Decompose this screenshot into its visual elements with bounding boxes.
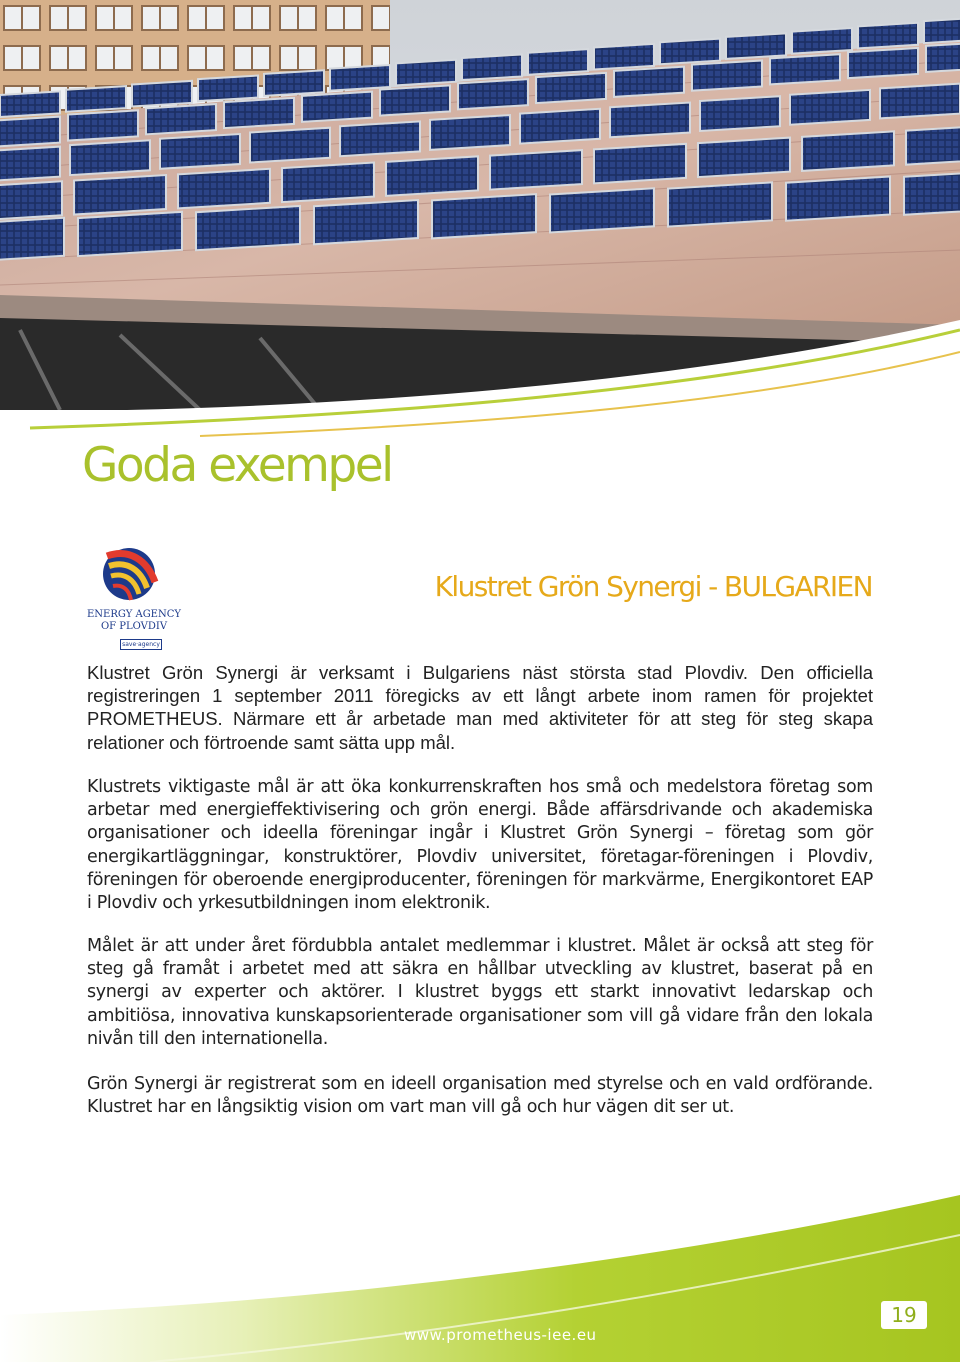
solar-panel (792, 28, 852, 54)
paragraph: Klustrets viktigaste mål är att öka konkurrenskraften hos små och medelstora företag som arbetar med energieffektivisering och grön energi. Både affärsdrivande och akademiska organisationer och ideella föreningar ingår i Klustret Grön Synergi – företag som gör energikartläggningar, konstruktörer, Plovdiv universitet, företagar-föreningen i Plovdiv, föreningen för oberoende energiproducenter, föreningen för markvärme, Energikontoret EAP i Plovdiv och yrkesutbildningen inom elektronik. (87, 777, 873, 914)
solar-panel (74, 175, 166, 215)
section-subtitle: Klustret Grön Synergi - BULGARIEN (434, 570, 872, 603)
solar-panel (594, 144, 686, 184)
article-body (87, 1073, 873, 1141)
paragraph: Målet är att under året fördubbla antalet medlemmar i klustret. Målet är också att steg för steg gå framåt i arbetet med att säkra en hållbar utveckling av klustret, baserat på en synergi av experter och aktörer. I klustret byggs ett starkt innovativt ledarskap och ambitiösa, innovativa kunskapsorienterade organisationer som vill gå vidare från den lokala nivån till den internationella. (87, 936, 873, 1049)
solar-panel (458, 79, 528, 109)
solar-panel (536, 73, 606, 103)
article-body (87, 661, 873, 776)
solar-panel (132, 81, 192, 107)
logo-line-1: ENERGY AGENCY (87, 609, 181, 620)
solar-panel (380, 85, 450, 115)
solar-panel (610, 103, 690, 138)
solar-panel (528, 49, 588, 75)
solar-panel (70, 140, 150, 175)
solar-panel (490, 150, 582, 190)
solar-panel (196, 206, 300, 250)
solar-panel (0, 117, 60, 147)
solar-panel (462, 54, 522, 80)
solar-panel (520, 109, 600, 144)
solar-panel (802, 131, 894, 171)
solar-panel (660, 39, 720, 65)
paragraph: Klustret Grön Synergi är verksamt i Bulgariens näst största stad Plovdiv. Den officiella registreringen 1 september 2011 föregicks av ett långt arbete inom ramen för projektet PROMETHEUS. Närmare ett år arbetade man med aktiviteter för att steg för steg skapa relationer och förtroende samt sätta upp mål. (87, 662, 873, 753)
solar-panel (0, 181, 62, 221)
solar-panel (340, 121, 420, 156)
energy-agency-logo (85, 538, 185, 653)
solar-panel (614, 67, 684, 97)
paragraph: Grön Synergi är registrerat som en ideell organisation med styrelse och en vald ordförande. Klustret har en långsiktig vision om vart man vill gå och hur vägen dit ser ut. (87, 1074, 873, 1118)
solar-panel (668, 182, 772, 226)
solar-panel (880, 84, 960, 119)
solar-panel (160, 134, 240, 169)
solar-panel (314, 200, 418, 244)
solar-panel (386, 156, 478, 196)
page-title: Goda exempel (82, 438, 392, 493)
article-body (87, 935, 873, 1073)
solar-panel (700, 96, 780, 131)
decorative-swoosh (0, 300, 960, 450)
page-number: 19 (881, 1301, 927, 1329)
solar-panel (924, 17, 960, 43)
solar-panel (858, 23, 918, 49)
solar-panel (396, 60, 456, 86)
solar-panel (848, 48, 918, 78)
solar-panel (904, 171, 960, 215)
solar-panel (0, 91, 60, 117)
solar-panel (432, 194, 536, 238)
logo-line-2: OF PLOVDIV (100, 621, 168, 632)
solar-panel (78, 212, 182, 256)
solar-panel (264, 70, 324, 96)
solar-panel (0, 218, 64, 262)
solar-panel (906, 125, 960, 165)
solar-panel (790, 90, 870, 125)
solar-panel (594, 44, 654, 70)
solar-panel (68, 110, 138, 140)
article-body (87, 776, 873, 937)
solar-panel (786, 176, 890, 220)
solar-panel (430, 115, 510, 150)
solar-panel (698, 138, 790, 178)
solar-panel (550, 188, 654, 232)
solar-panel (692, 60, 762, 90)
solar-panel (330, 65, 390, 91)
solar-panel (282, 163, 374, 203)
footer-website-link[interactable]: www.prometheus-iee.eu (404, 1326, 597, 1344)
solar-panel (302, 92, 372, 122)
solar-panel (66, 86, 126, 112)
solar-panel (0, 147, 60, 182)
solar-panel (224, 98, 294, 128)
solar-panel (926, 42, 960, 72)
solar-panel (178, 169, 270, 209)
solar-panel (770, 54, 840, 84)
solar-panel (250, 128, 330, 163)
solar-panel (198, 76, 258, 102)
solar-panel (726, 33, 786, 59)
solar-panel (146, 104, 216, 134)
logo-badge: save·agency (120, 639, 162, 650)
